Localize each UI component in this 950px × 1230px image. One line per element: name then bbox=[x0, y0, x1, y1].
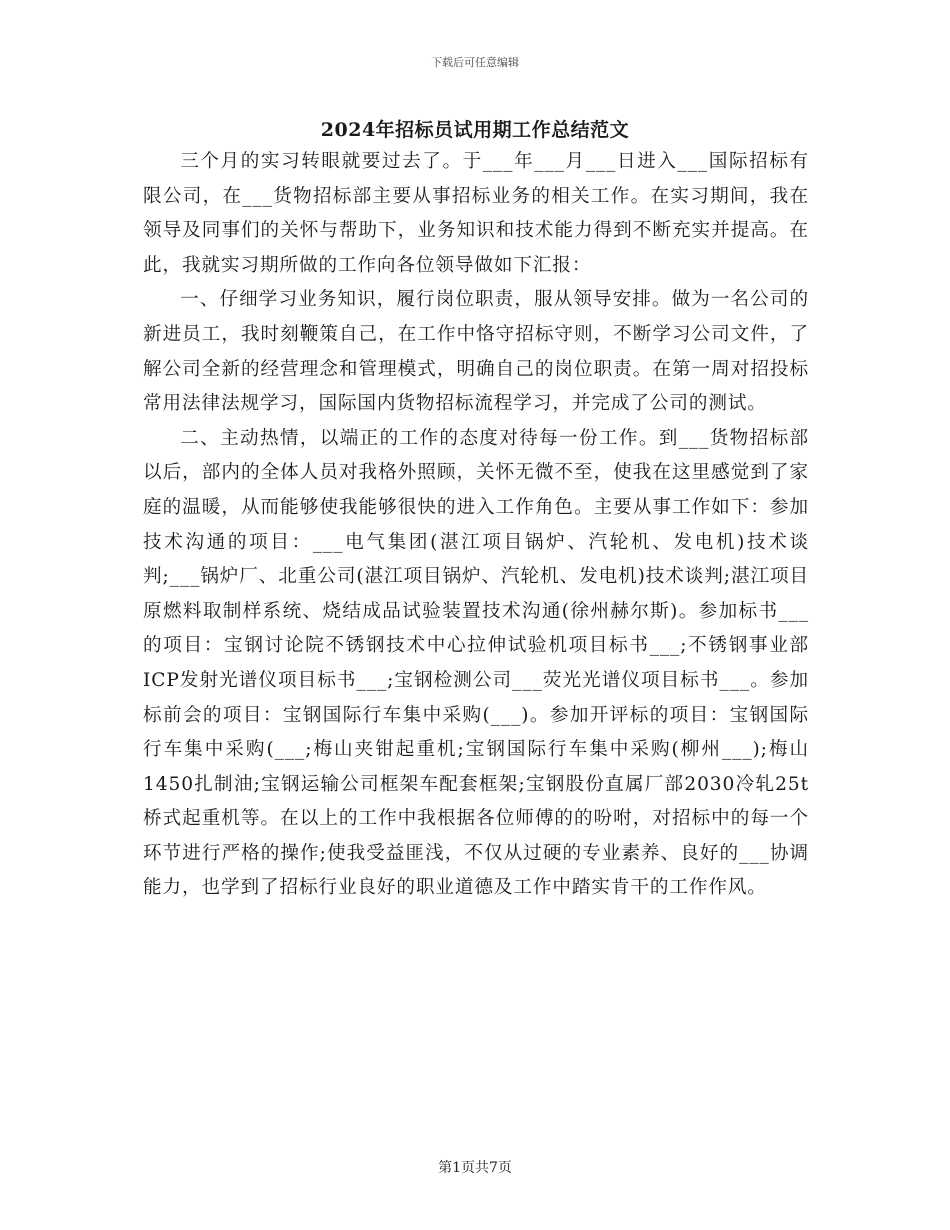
page-number: 第1页共7页 bbox=[438, 1160, 512, 1176]
paragraph-section-two: 二、主动热情，以端正的工作的态度对待每一份工作。到___货物招标部以后，部内的全体人员对我格外照顾，关怀无微不至，使我在这里感觉到了家庭的温暖，从而能够使我能够很快的进入工作角色。主要从事工作如下：参加技术沟通的项目：___电气集团(湛江项目锅炉、汽轮机、发电机)技术谈判;___锅炉厂、北重公司(湛江项目锅炉、汽轮机、发电机)技术谈判;湛江项目原燃料取制样系统、烧结成品试验装置技术沟通(徐州赫尔斯)。参加标书___的项目：宝钢讨论院不锈钢技术中心拉伸试验机项目标书___;不锈钢事业部ICP发射光谱仪项目标书___;宝钢检测公司___荧光光谱仪项目标书___。参加标前会的项目：宝钢国际行车集中采购(___)。参加开评标的项目：宝钢国际行车集中采购(___;梅山夹钳起重机;宝钢国际行车集中采购(柳州___);梅山1450扎制油;宝钢运输公司框架车配套框架;宝钢股份直属厂部2030冷轧25t桥式起重机等。在以上的工作中我根据各位师傅的的吩咐，对招标中的每一个环节进行严格的操作;使我受益匪浅，不仅从过硬的专业素养、良好的___协调能力，也学到了招标行业良好的职业道德及工作中踏实肯干的工作作风。 bbox=[143, 427, 809, 899]
document-body bbox=[143, 145, 809, 906]
download-edit-note: 下载后可任意编辑 bbox=[431, 56, 519, 69]
paragraph-section-one: 一、仔细学习业务知识，履行岗位职责，服从领导安排。做为一名公司的新进员工，我时刻鞭策自己，在工作中恪守招标守则，不断学习公司文件，了解公司全新的经营理念和管理模式，明确自己的岗位职责。在第一周对招投标常用法律法规学习，国际国内货物招标流程学习，并完成了公司的测试。 bbox=[143, 289, 809, 415]
paragraph-intro: 三个月的实习转眼就要过去了。于___年___月___日进入___国际招标有限公司，在___货物招标部主要从事招标业务的相关工作。在实习期间，我在领导及同事们的关怀与帮助下，业务知识和技术能力得到不断充实并提高。在此，我就实习期所做的工作向各位领导做如下汇报： bbox=[143, 151, 809, 276]
document-title: 2024年招标员试用期工作总结范文 bbox=[320, 119, 630, 141]
